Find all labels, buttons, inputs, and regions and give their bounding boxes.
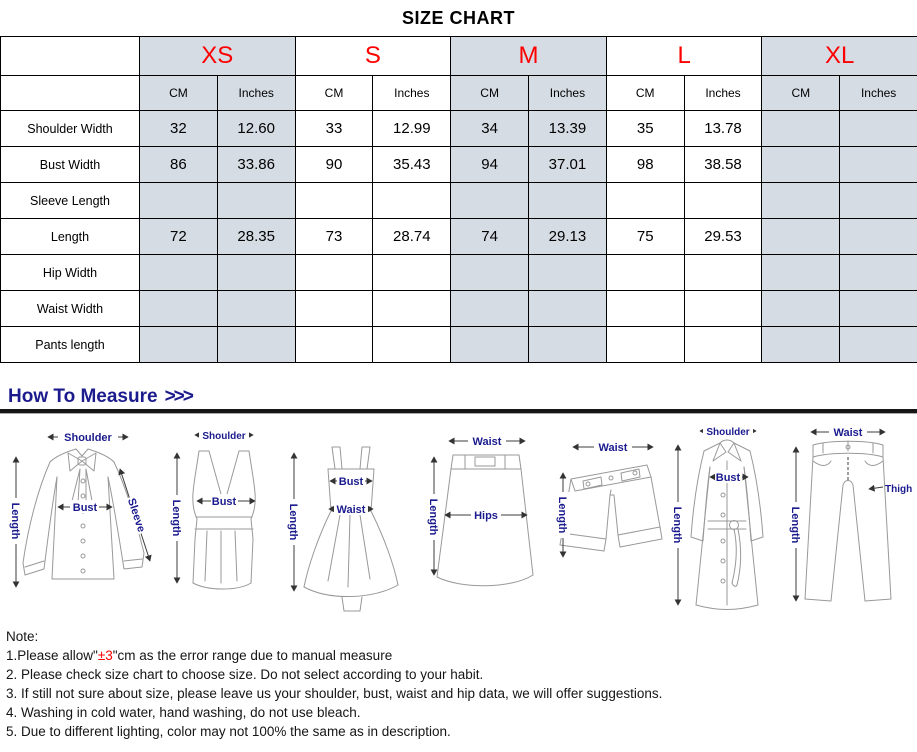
size-table — [0, 36, 917, 363]
measurement-cell — [762, 291, 840, 327]
blouse-drawing — [23, 449, 144, 579]
table-row — [1, 111, 917, 147]
unit-header-M-CM: CM — [451, 76, 529, 111]
measurement-cell — [762, 327, 840, 363]
table-row — [1, 291, 917, 327]
pants-length-label: Length — [788, 506, 801, 544]
dress-bust-label: Bust — [339, 476, 364, 488]
table-row — [1, 147, 917, 183]
measurement-cell: 33 — [295, 111, 373, 147]
notes-section — [0, 622, 917, 741]
notes-heading: Note: — [6, 629, 39, 644]
measurement-cell — [840, 183, 917, 219]
note-line-5: 5. Due to different lighting, color may not 100% the same as in description. — [6, 724, 451, 739]
row-label: Length — [1, 219, 140, 255]
skirt-length-label: Length — [427, 498, 440, 536]
blouse-sleeve-label: Sleeve — [124, 496, 148, 534]
shorts-length-label: Length — [555, 496, 568, 534]
measurement-cell — [217, 291, 295, 327]
measurement-cell — [373, 327, 451, 363]
blouse-bust-label: Bust — [72, 502, 98, 514]
note-line-3: 3. If still not sure about size, please leave us your shoulder, bust, waist and hip data, we will offer suggestions. — [6, 686, 663, 701]
measurement-cell — [295, 327, 373, 363]
unit-header-S-Inches: Inches — [373, 76, 451, 111]
measurement-cell: 13.39 — [529, 111, 607, 147]
note-items — [6, 665, 917, 741]
corner-cell — [1, 37, 140, 76]
measurement-cell — [217, 327, 295, 363]
how-to-measure-label: How To Measure — [8, 385, 158, 407]
measurement-cell: 28.35 — [217, 219, 295, 255]
skirt-waist-label: Waist — [473, 436, 502, 448]
unit-header-XS-CM: CM — [140, 76, 218, 111]
size-header-L: L — [606, 37, 762, 76]
measurement-cell — [217, 255, 295, 291]
measurement-cell — [840, 327, 917, 363]
measurement-cell — [840, 219, 917, 255]
measurement-cell — [606, 255, 684, 291]
measurement-cell — [840, 291, 917, 327]
how-to-measure-heading — [8, 384, 917, 409]
measurement-cell — [529, 255, 607, 291]
measurement-cell — [762, 147, 840, 183]
vest-shoulder-label: Shoulder — [202, 431, 246, 442]
corner-cell-2 — [1, 76, 140, 111]
measurement-cell: 73 — [295, 219, 373, 255]
measurement-cell — [840, 255, 917, 291]
note-1-prefix: 1.Please allow" — [6, 648, 98, 663]
measurement-cell: 94 — [451, 147, 529, 183]
size-header-M: M — [451, 37, 607, 76]
pants-waist-label: Waist — [833, 427, 863, 439]
figure-blouse — [0, 419, 162, 619]
note-line-2: 2. Please check size chart to choose size. Do not select according to your habit. — [6, 667, 484, 682]
measurement-cell — [529, 183, 607, 219]
vest-length-label: Length — [170, 499, 183, 537]
measurement-cell: 12.60 — [217, 111, 295, 147]
page-title: SIZE CHART — [402, 7, 515, 28]
measurement-cell — [217, 183, 295, 219]
unit-header-XL-Inches: Inches — [840, 76, 917, 111]
measurement-cell — [373, 183, 451, 219]
blouse-shoulder-label: Shoulder — [64, 432, 112, 444]
unit-header-XL-CM: CM — [762, 76, 840, 111]
measurement-cell — [762, 183, 840, 219]
measurement-cell — [762, 255, 840, 291]
measurement-cell: 38.58 — [684, 147, 762, 183]
measurement-cell — [606, 291, 684, 327]
table-row — [1, 183, 917, 219]
row-label: Bust Width — [1, 147, 140, 183]
size-header-XL: XL — [762, 37, 917, 76]
measurement-cell: 37.01 — [529, 147, 607, 183]
unit-header-S-CM: CM — [295, 76, 373, 111]
table-row — [1, 327, 917, 363]
row-label: Shoulder Width — [1, 111, 140, 147]
measurement-cell: 34 — [451, 111, 529, 147]
chevrons-icon: >>> — [164, 385, 192, 407]
measurement-cell — [295, 291, 373, 327]
measurement-cell: 74 — [451, 219, 529, 255]
measurement-cell — [684, 291, 762, 327]
vest-drawing — [193, 451, 255, 589]
measurement-cell: 98 — [606, 147, 684, 183]
figure-shorts — [549, 419, 665, 619]
measurement-cell: 12.99 — [373, 111, 451, 147]
measurement-cell: 33.86 — [217, 147, 295, 183]
blouse-length-label: Length — [9, 502, 21, 540]
note-1-tolerance: ±3 — [97, 648, 113, 663]
dress-drawing — [304, 447, 398, 611]
coat-drawing — [691, 440, 763, 610]
measurement-cell — [373, 291, 451, 327]
size-header-S: S — [295, 37, 451, 76]
measurement-cell — [606, 327, 684, 363]
row-label: Hip Width — [1, 255, 140, 291]
figure-coat — [666, 419, 784, 619]
table-row — [1, 219, 917, 255]
measurement-cell — [373, 255, 451, 291]
figure-skirt — [421, 419, 547, 619]
measurement-cell — [140, 291, 218, 327]
measurement-cell: 72 — [140, 219, 218, 255]
measurement-cell: 90 — [295, 147, 373, 183]
measurement-cell: 35.43 — [373, 147, 451, 183]
note-line-1 — [6, 646, 917, 665]
dress-length-label: Length — [287, 503, 300, 541]
measurement-cell — [451, 255, 529, 291]
measurement-cell — [451, 327, 529, 363]
measurement-cell: 29.53 — [684, 219, 762, 255]
vest-bust-label: Bust — [211, 496, 237, 508]
row-label: Waist Width — [1, 291, 140, 327]
unit-header-M-Inches: Inches — [529, 76, 607, 111]
measurement-cell — [684, 183, 762, 219]
unit-header-L-Inches: Inches — [684, 76, 762, 111]
size-header-XS: XS — [140, 37, 296, 76]
measurement-cell: 32 — [140, 111, 218, 147]
measurement-cell — [451, 183, 529, 219]
measurement-cell: 75 — [606, 219, 684, 255]
measurement-cell: 35 — [606, 111, 684, 147]
measurement-cell — [295, 183, 373, 219]
measurement-cell — [140, 327, 218, 363]
unit-header-XS-Inches: Inches — [217, 76, 295, 111]
measurement-cell — [140, 255, 218, 291]
skirt-hips-label: Hips — [474, 510, 499, 522]
measurement-cell — [762, 219, 840, 255]
figure-pants — [785, 419, 917, 619]
measurement-cell — [529, 291, 607, 327]
unit-header-L-CM: CM — [606, 76, 684, 111]
measurement-cell — [840, 147, 917, 183]
shorts-waist-label: Waist — [598, 442, 628, 454]
note-line-4: 4. Washing in cold water, hand washing, do not use bleach. — [6, 705, 361, 720]
pants-thigh-label: Thigh — [884, 484, 913, 495]
row-label: Sleeve Length — [1, 183, 140, 219]
note-1-suffix: "cm as the error range due to manual measure — [112, 648, 393, 663]
measurement-cell — [684, 327, 762, 363]
measure-figures — [0, 414, 917, 622]
measurement-cell: 86 — [140, 147, 218, 183]
measurement-cell: 28.74 — [373, 219, 451, 255]
table-row — [1, 255, 917, 291]
measurement-cell — [840, 111, 917, 147]
measurement-cell — [295, 255, 373, 291]
measurement-cell — [684, 255, 762, 291]
measurement-cell — [140, 183, 218, 219]
figure-dress — [280, 419, 420, 619]
measurement-cell — [451, 291, 529, 327]
figure-vest — [163, 419, 279, 619]
shorts-drawing — [560, 465, 662, 551]
coat-shoulder-label: Shoulder — [706, 427, 750, 438]
coat-length-label: Length — [670, 506, 683, 544]
measurement-cell — [606, 183, 684, 219]
measurement-cell: 13.78 — [684, 111, 762, 147]
measurement-cell — [529, 327, 607, 363]
size-table-body — [1, 111, 917, 363]
dress-waist-label: Waist — [336, 504, 366, 516]
measurement-cell: 29.13 — [529, 219, 607, 255]
size-table-head — [1, 37, 917, 111]
row-label: Pants length — [1, 327, 140, 363]
measurement-cell — [762, 111, 840, 147]
coat-bust-label: Bust — [715, 472, 741, 484]
